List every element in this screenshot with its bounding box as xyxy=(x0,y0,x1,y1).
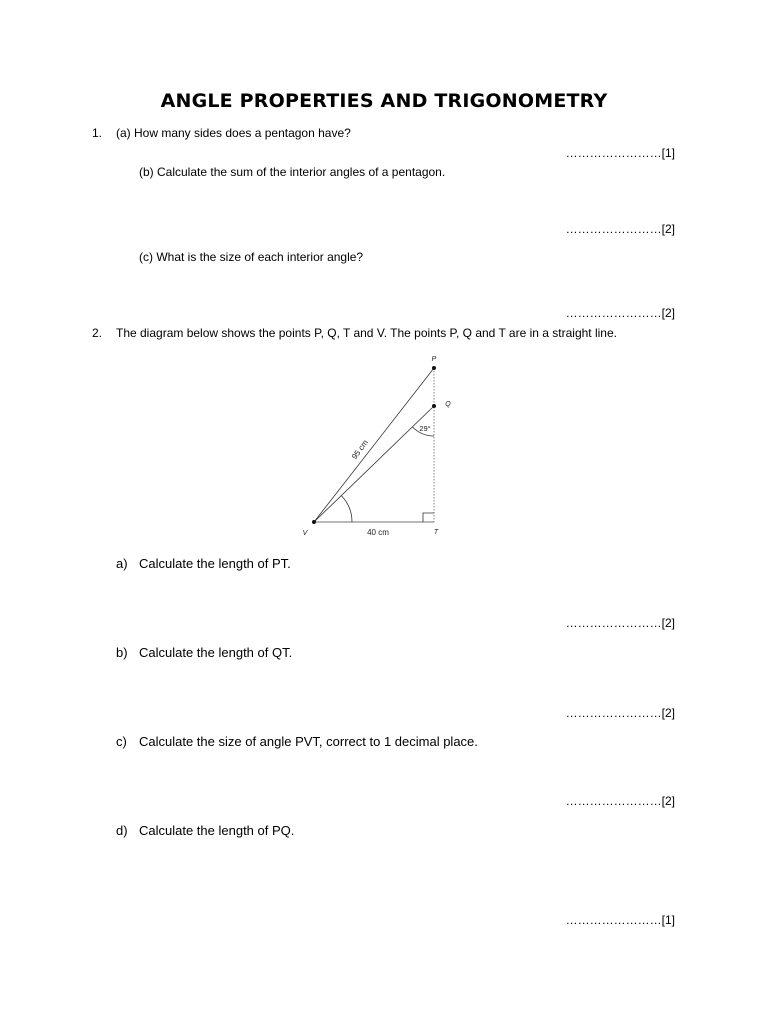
line-vp xyxy=(314,368,434,522)
question-2c-label: c) xyxy=(116,734,127,749)
question-2-intro: The diagram below shows the points P, Q, T and V. The points P, Q and T are in a straight line. xyxy=(116,326,617,340)
point-v-dot xyxy=(312,520,316,524)
question-1a-text: (a) How many sides does a pentagon have? xyxy=(116,126,351,140)
length-label-vp: 95 cm xyxy=(349,438,371,461)
question-2b-label: b) xyxy=(116,645,128,660)
question-1c-text: (c) What is the size of each interior angle? xyxy=(139,250,364,264)
question-2a-text: Calculate the length of PT. xyxy=(139,556,291,571)
page-title: ANGLE PROPERTIES AND TRIGONOMETRY xyxy=(160,90,608,112)
length-label-vt: 40 cm xyxy=(367,528,389,537)
point-p-dot xyxy=(432,366,436,370)
question-2d-label: d) xyxy=(116,823,128,838)
question-1b-text: (b) Calculate the sum of the interior angles of a pentagon. xyxy=(139,165,446,179)
question-1b-answer-line: ……………………[2] xyxy=(565,222,675,236)
question-2c-answer-line: ……………………[2] xyxy=(565,794,675,808)
label-v: V xyxy=(302,530,308,537)
question-2d-answer-line: ……………………[1] xyxy=(565,913,675,927)
label-q: Q xyxy=(445,401,451,408)
angle-label-q: 29° xyxy=(419,424,431,433)
right-angle-mark-t xyxy=(423,513,434,522)
question-2-number: 2. xyxy=(92,326,103,340)
question-2c-text: Calculate the size of angle PVT, correct to 1 decimal place. xyxy=(139,734,478,749)
question-1a-answer-line: ……………………[1] xyxy=(565,146,675,160)
line-vq xyxy=(314,406,434,522)
point-q-dot xyxy=(432,404,436,408)
label-p: P xyxy=(431,356,437,363)
angle-arc-v xyxy=(341,496,352,522)
question-2a-label: a) xyxy=(116,556,128,571)
question-2b-text: Calculate the length of QT. xyxy=(139,645,293,660)
label-t: T xyxy=(433,529,439,536)
question-1-number: 1. xyxy=(92,126,103,140)
question-1c-answer-line: ……………………[2] xyxy=(565,306,675,320)
question-2d-text: Calculate the length of PQ. xyxy=(139,823,295,838)
triangle-diagram xyxy=(265,352,501,542)
question-2b-answer-line: ……………………[2] xyxy=(565,706,675,720)
question-2a-answer-line: ……………………[2] xyxy=(565,616,675,630)
